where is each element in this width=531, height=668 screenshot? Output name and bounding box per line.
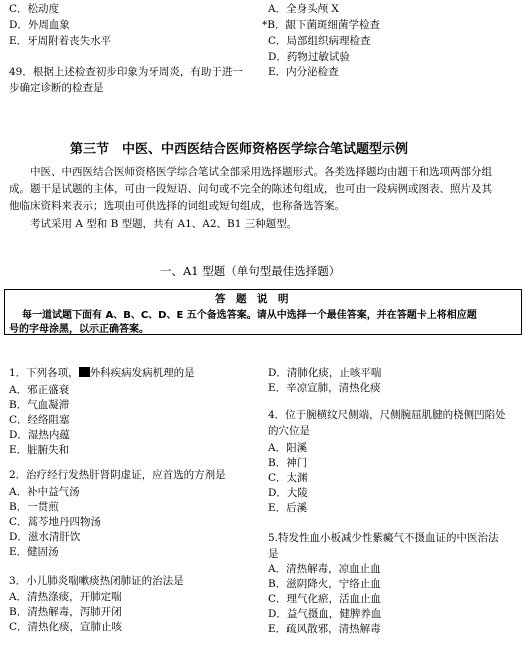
option-text: C．清热化痰，宣肺止咳 bbox=[9, 621, 123, 633]
option-text: B．滋阴降火，宁络止血 bbox=[268, 578, 381, 590]
option-text: E．健固汤 bbox=[9, 546, 59, 558]
question-stem: 2．治疗经行发热肝肾阴虚证，应首选的方剂是 bbox=[9, 469, 226, 481]
option-text: C．经络阻塞 bbox=[9, 414, 70, 426]
intro-line: 中医、中西医结合医师资格医学综合笔试全部采用选择题形式。各类选择题均由题干和选项两部分组 bbox=[30, 166, 492, 178]
option-text: A．阳溪 bbox=[268, 442, 308, 454]
option-text: D．外周血象 bbox=[9, 19, 70, 31]
option-text: D．清肺化痰，止咳平喘 bbox=[268, 367, 382, 379]
option-text: A．清热解毒，凉血止血 bbox=[268, 563, 381, 575]
box-text: 每一道试题下面有 A、B、C、D、E 五个备选答案。请从中选择一个最佳答案，并在答题卡上将相应题 bbox=[22, 310, 477, 321]
option-text: E．辛凉宣肺，清热化痰 bbox=[268, 382, 381, 394]
box-title: 答 题 说 明 bbox=[215, 293, 289, 305]
option-text: D．湿热内蕴 bbox=[9, 429, 70, 441]
option-text: E．牙周附着丧失水平 bbox=[9, 35, 112, 47]
option-text: E．疏风散邪，清热解毒 bbox=[268, 623, 381, 635]
question-stem: 4．位于腕横纹尺侧端，尺侧腕屈肌腱的桡侧凹陷处 bbox=[268, 409, 506, 421]
option-text: D．药物过敏试验 bbox=[268, 51, 350, 63]
question-stem: 步确定诊断的检查是 bbox=[9, 82, 104, 94]
intro-line: 他临床资料来表示；选项由可供选择的词组或短句组成，也称备选答案。 bbox=[9, 200, 345, 212]
option-text: B．神门 bbox=[268, 457, 308, 469]
option-text: C．松动度 bbox=[9, 3, 60, 15]
section-title: 第三节 中医、中西医结合医师资格医学综合笔试题型示例 bbox=[70, 142, 409, 157]
option-text: A．清热涤痰，开肺定喘 bbox=[9, 591, 122, 603]
option-text: B．气血凝滞 bbox=[9, 399, 70, 411]
option-text: D．滋水清肝饮 bbox=[9, 531, 81, 543]
question-stem: 3．小儿肺炎喘嗽痰热闭肺证的治法是 bbox=[9, 575, 184, 587]
option-text: D．益气摄血，健脾养血 bbox=[268, 608, 382, 620]
option-text: D．大陵 bbox=[268, 487, 308, 499]
option-text: C．理气化瘀，活血止血 bbox=[268, 593, 382, 605]
intro-line: 考试采用 A 型和 B 型题，共有 A1、A2、B1 三种题型。 bbox=[30, 218, 298, 230]
question-stem: 5.特发性血小板减少性紫癜气不摄血证的中医治法 bbox=[268, 532, 499, 544]
question-stem: 1．下列各项， 外科疾病发病机理的是 bbox=[9, 367, 195, 379]
intro-line: 成。题干是试题的主体，可由一段短语、问句或不完全的陈述句组成，也可由一段病例或图表、照片及其 bbox=[9, 183, 492, 195]
question-stem: 49．根据上述检查初步印象为牙周炎，有助于进一 bbox=[9, 66, 243, 78]
option-text: B．清热解毒，泻肺开闭 bbox=[9, 606, 122, 618]
option-text: C．太渊 bbox=[268, 472, 308, 484]
question-stem: 是 bbox=[268, 548, 279, 560]
option-text: E．内分泌检查 bbox=[268, 66, 339, 78]
question-stem: 的穴位是 bbox=[268, 425, 310, 437]
option-text: E．脏腑失和 bbox=[9, 444, 70, 456]
redacted-block bbox=[79, 367, 90, 377]
question-type-heading: 一、A1 型题（单句型最佳选择题） bbox=[160, 264, 341, 278]
box-text: 号的字母涂黑，以示正确答案。 bbox=[9, 324, 149, 335]
option-text-correct: *B．龈下菌斑细菌学检查 bbox=[262, 19, 380, 31]
option-text: A．全身头颅 X bbox=[268, 3, 339, 15]
option-text: E．后溪 bbox=[268, 502, 308, 514]
option-text: A．邪正盛衰 bbox=[9, 384, 70, 396]
option-text: B．一贯煎 bbox=[9, 501, 59, 513]
option-text: C．局部组织病理检查 bbox=[268, 35, 371, 47]
option-text: C．蒿芩地丹四物汤 bbox=[9, 516, 102, 528]
option-text: A．补中益气汤 bbox=[9, 486, 80, 498]
